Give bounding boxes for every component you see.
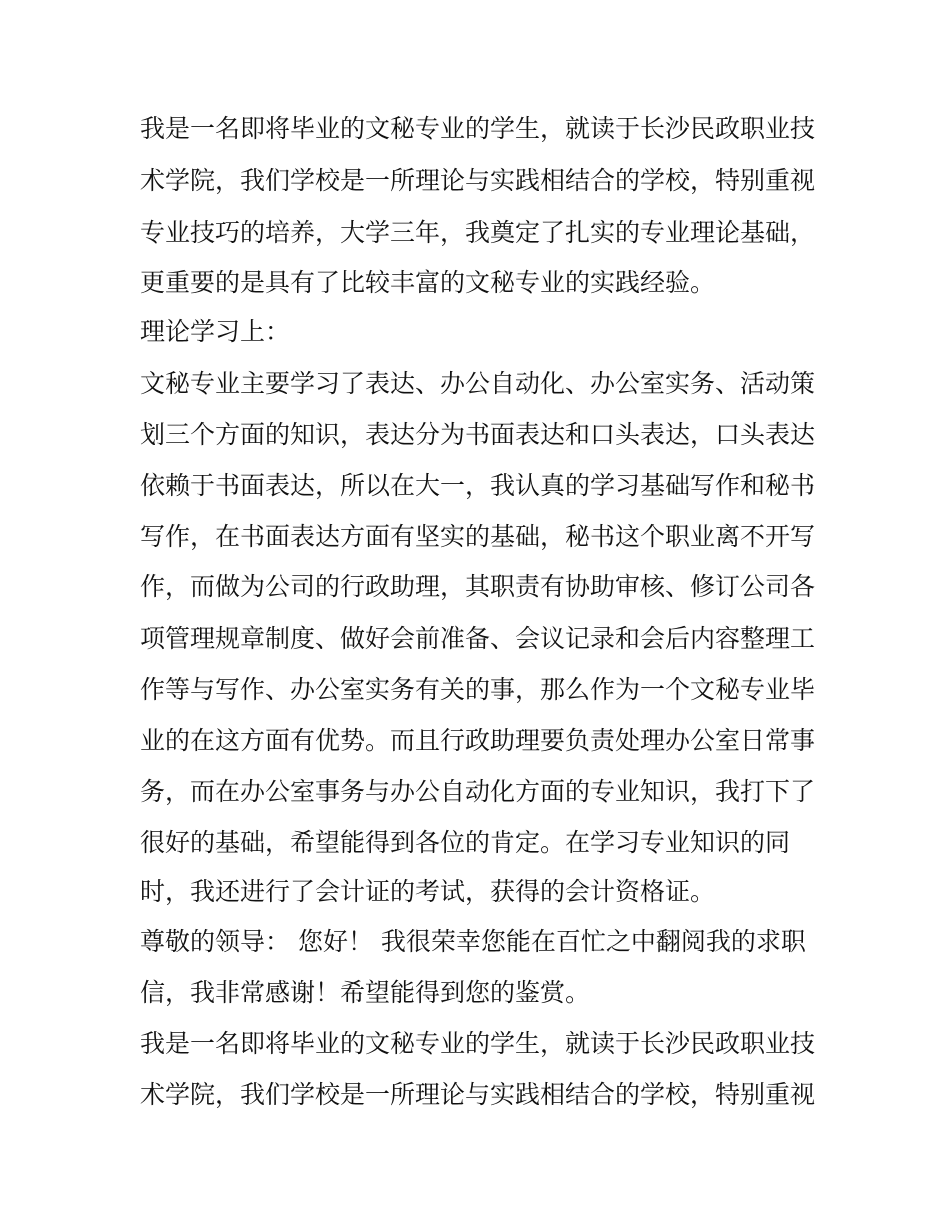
- text-line: 术学院，我们学校是一所理论与实践相结合的学校，特别重视: [140, 166, 816, 195]
- text-line: 很好的基础，希望能得到各位的肯定。在学习专业知识的同: [140, 828, 791, 857]
- text-line: 我是一名即将毕业的文秘专业的学生，就读于长沙民政职业技: [140, 114, 816, 143]
- text-line: 术学院，我们学校是一所理论与实践相结合的学校，特别重视: [140, 1080, 816, 1109]
- text-line: 写作，在书面表达方面有坚实的基础，秘书这个职业离不开写: [140, 522, 816, 551]
- text-line: 项管理规章制度、做好会前准备、会议记录和会后内容整理工: [140, 624, 816, 653]
- text-line: 作，而做为公司的行政助理，其职责有协助审核、修订公司各: [140, 572, 816, 601]
- text-line: 更重要的是具有了比较丰富的文秘专业的实践经验。: [140, 268, 716, 297]
- text-line: 作等与写作、办公室实务有关的事，那么作为一个文秘专业毕: [140, 675, 816, 704]
- text-line: 依赖于书面表达，所以在大一，我认真的学习基础写作和秘书: [140, 471, 816, 500]
- text-line: 务，而在办公室事务与办公自动化方面的专业知识，我打下了: [140, 777, 816, 806]
- text-line: 文秘专业主要学习了表达、办公自动化、办公室实务、活动策: [140, 369, 816, 398]
- text-line: 我是一名即将毕业的文秘专业的学生，就读于长沙民政职业技: [140, 1029, 816, 1058]
- text-line: 信，我非常感谢！希望能得到您的鉴赏。: [140, 978, 591, 1007]
- text-line: 专业技巧的培养，大学三年，我奠定了扎实的专业理论基础，: [140, 218, 816, 247]
- text-line: 时，我还进行了会计证的考试，获得的会计资格证。: [140, 877, 716, 906]
- text-line: 理论学习上：: [140, 317, 291, 346]
- text-line: 划三个方面的知识，表达分为书面表达和口头表达，口头表达: [140, 420, 816, 449]
- text-line: 尊敬的领导： 您好！ 我很荣幸您能在百忙之中翻阅我的求职: [140, 927, 806, 956]
- text-line: 业的在这方面有优势。而且行政助理要负责处理办公室日常事: [140, 726, 816, 755]
